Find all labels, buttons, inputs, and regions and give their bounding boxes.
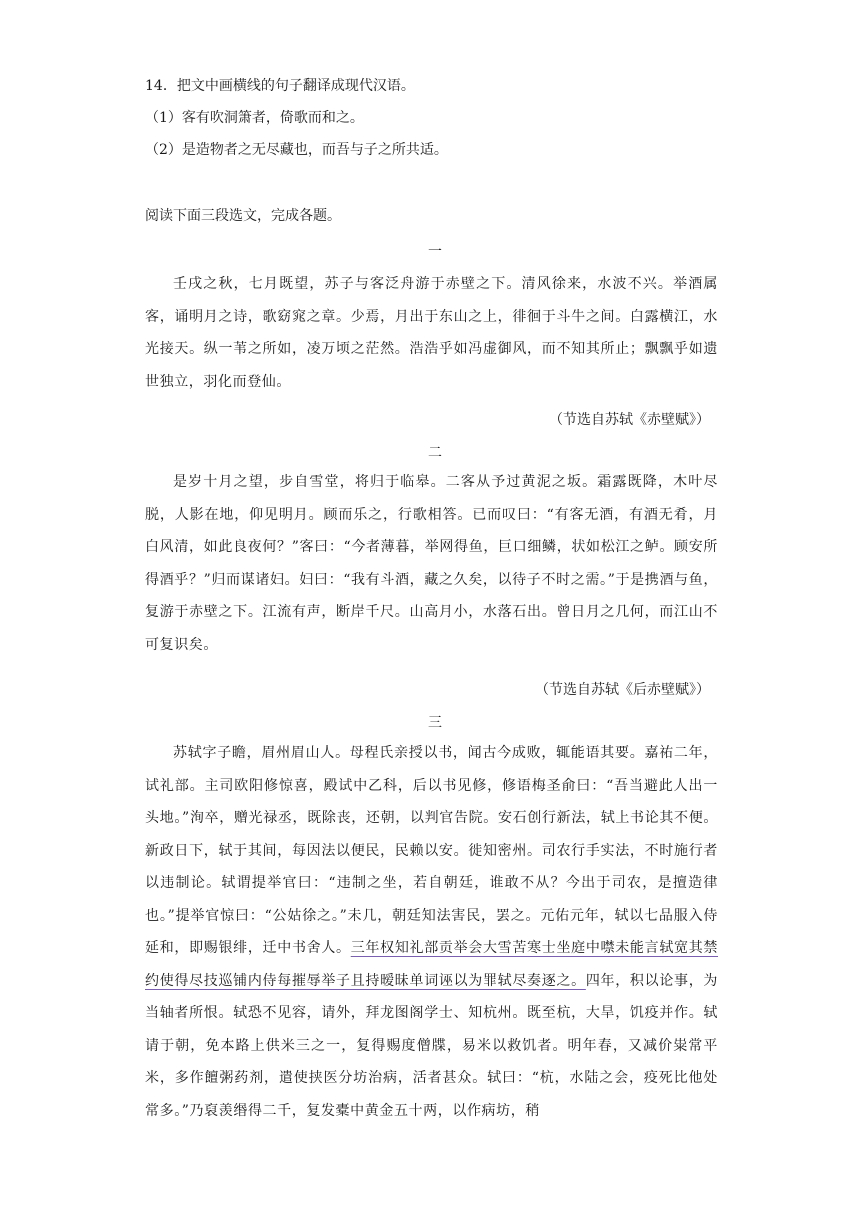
passage-source-2: （节选自苏轼《后赤壁赋》） [535, 682, 710, 698]
passage-3 [145, 737, 718, 1127]
question-title: 14．把文中画横线的句子翻译成现代汉语。 [145, 78, 415, 94]
section-heading-1: 一 [428, 244, 442, 260]
passage-1: 壬戌之秋，七月既望，苏子与客泛舟游于赤壁之下。清风徐来，水波不兴。举酒属客，诵明月之诗，歌窈窕之章。少焉，月出于东山之上，徘徊于斗牛之间。白露横江，水光接天。纵一苇之所如，凌万顷之茫然。浩浩乎如冯虚御风，而不知其所止；飘飘乎如遗世独立，羽化而登仙。 [145, 276, 718, 390]
reading-instruction: 阅读下面三段选文，完成各题。 [145, 208, 341, 224]
section-heading-3: 三 [428, 715, 442, 731]
passage-3-text-before: 苏轼字子瞻，眉州眉山人。母程氏亲授以书，闻古今成败，辄能语其要。嘉祐二年，试礼部。主司欧阳修惊喜，殿试中乙科，后以书见修，修语梅圣俞曰：“吾当避此人出一头地。”洵卒，赠光禄丞，既除丧，还朝，以判官告院。安石创行新法，轼上书论其不便。新政日下，轼于其间，每因法以便民，民赖以安。徙知密州。司农行手实法，不时施行者以违制论。轼谓提举官曰：“违制之坐，若自朝廷，谁敢不从？今出于司农，是擅造律也。”提举官惊曰：“公姑徐之。”未几，朝廷知法害民，罢之。元佑元年，轼以七品服入侍延和，即赐银绯，迁中书舍人。 [145, 745, 718, 956]
passage-3-text-after: 四年，积以论事，为当轴者所恨。轼恐不见容，请外，拜龙图阁学士、知杭州。既至杭，大旱，饥疫并作。轼请于朝，免本路上供米三之一，复得赐度僧牒，易米以救饥者。明年春，又减价粜常平米，多作饘粥药剂，遣使挟医分坊治病，活者甚众。轼曰：“杭，水陆之会，疫死比他处常多。”乃裒羡缗得二千，复发橐中黄金五十两，以作病坊，稍 [145, 972, 719, 1119]
question-item-1: （1）客有吹洞箫者，倚歌而和之。 [145, 110, 364, 126]
passage-3-underlined-sentence: 三年权知礼部贡举会大雪苦寒士坐庭中噤未能言轼宽其禁约使得尽技巡铺内侍每摧辱举子且持暧昧单词诬以为罪轼尽奏逐之。 [145, 940, 719, 989]
section-heading-2: 二 [428, 445, 442, 461]
question-item-2: （2）是造物者之无尽藏也，而吾与子之所共适。 [145, 142, 448, 158]
passage-source-1: （节选自苏轼《赤壁赋》） [549, 412, 710, 428]
passage-2: 是岁十月之望，步自雪堂，将归于临皋。二客从予过黄泥之坂。霜露既降，木叶尽脱，人影在地，仰见明月。顾而乐之，行歌相答。已而叹曰：“有客无酒，有酒无肴，月白风清，如此良夜何？”客曰：“今者薄暮，举网得鱼，巨口细鳞，状如松江之鲈。顾安所得酒乎？”归而谋诸妇。妇曰：“我有斗酒，藏之久矣，以待子不时之需。”于是携酒与鱼，复游于赤壁之下。江流有声，断岸千尺。山高月小，水落石出。曾日月之几何，而江山不可复识矣。 [145, 474, 718, 653]
